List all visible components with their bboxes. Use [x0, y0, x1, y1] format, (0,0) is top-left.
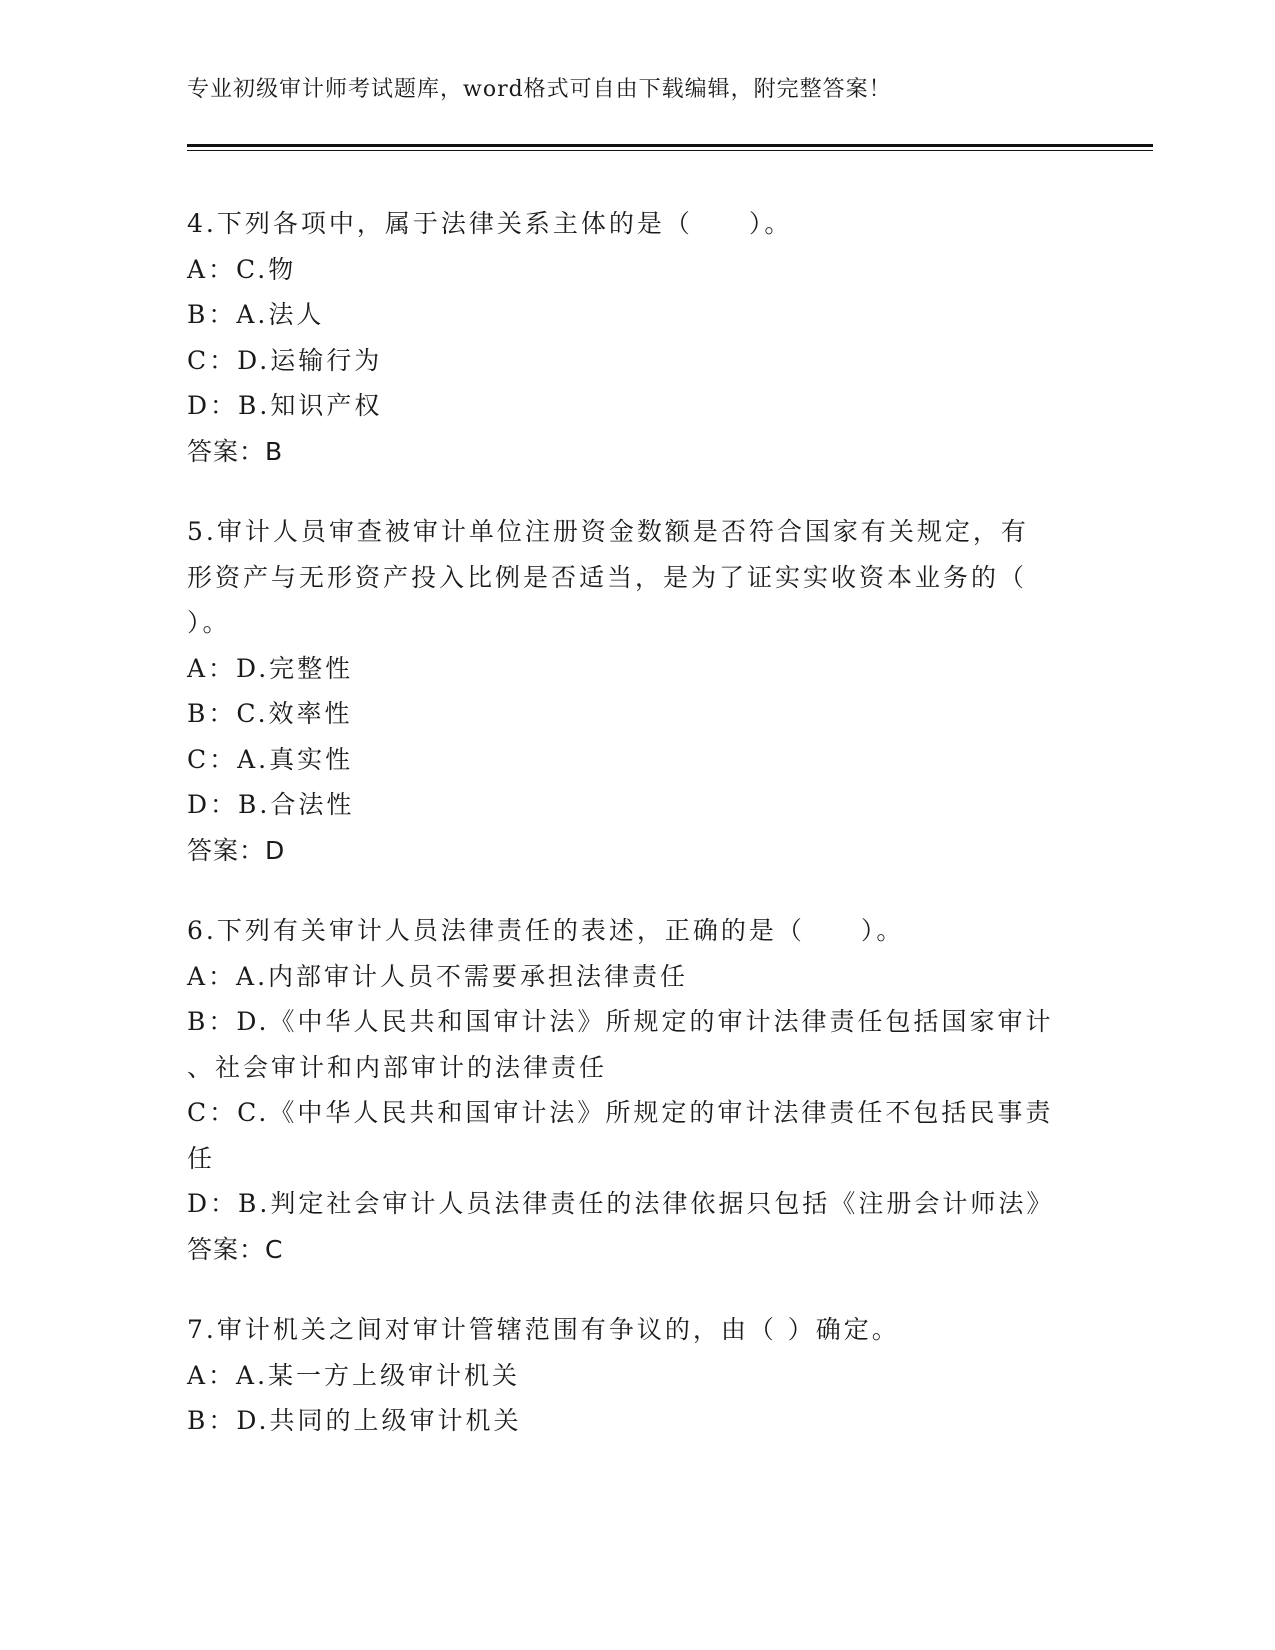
question-5	[187, 509, 1087, 873]
stem-line: 5.审计人员审查被审计单位注册资金数额是否符合国家有关规定，有	[187, 517, 1029, 546]
option-b-continued: 、社会审计和内部审计的法律责任	[187, 1052, 608, 1082]
question-stem	[187, 509, 1087, 646]
option-b: B：C.效率性	[187, 699, 353, 728]
option-a: A：D.完整性	[187, 653, 354, 683]
option-b: B：D.共同的上级审计机关	[187, 1406, 522, 1435]
question-stem	[187, 908, 1087, 954]
answer-label: 答案：B	[187, 436, 284, 466]
stem-line: 形资产与无形资产投入比例是否适当，是为了证实实收资本业务的（	[187, 562, 1028, 592]
option-a: A：A.内部审计人员不需要承担法律责任	[187, 961, 689, 991]
option-a: A：C.物	[187, 254, 297, 284]
question-stem	[187, 201, 1087, 247]
stem-line: 4.下列各项中，属于法律关系主体的是（ ）。	[187, 209, 793, 238]
page-header: 专业初级审计师考试题库，word格式可自由下载编辑，附完整答案！	[187, 77, 892, 102]
question-list	[187, 201, 1087, 1479]
header-divider	[187, 144, 1153, 147]
question-6	[187, 908, 1087, 1272]
option-d: D：B.知识产权	[187, 391, 383, 420]
option-c-continued: 任	[187, 1143, 216, 1173]
option-d: D：B.判定社会审计人员法律责任的法律依据只包括《注册会计师法》	[187, 1189, 1055, 1218]
question-stem	[187, 1307, 1087, 1353]
stem-line: 7.审计机关之间对审计管辖范围有争议的，由（ ）确定。	[187, 1315, 900, 1344]
option-c: C：D.运输行为	[187, 345, 383, 375]
option-b: B：D.《中华人民共和国审计法》所规定的审计法律责任包括国家审计	[187, 1007, 1054, 1036]
option-a: A：A.某一方上级审计机关	[187, 1360, 521, 1390]
question-4	[187, 201, 1087, 474]
option-b: B：A.法人	[187, 300, 325, 329]
answer-label: 答案：C	[187, 1234, 284, 1264]
question-7	[187, 1307, 1087, 1444]
header-divider-thin	[187, 150, 1153, 151]
stem-line: 6.下列有关审计人员法律责任的表述，正确的是（ ）。	[187, 916, 905, 945]
answer-label: 答案：D	[187, 835, 286, 865]
stem-line: ）。	[187, 608, 231, 637]
option-c: C：A.真实性	[187, 744, 354, 774]
option-c: C：C.《中华人民共和国审计法》所规定的审计法律责任不包括民事责	[187, 1098, 1054, 1127]
option-d: D：B.合法性	[187, 790, 355, 819]
